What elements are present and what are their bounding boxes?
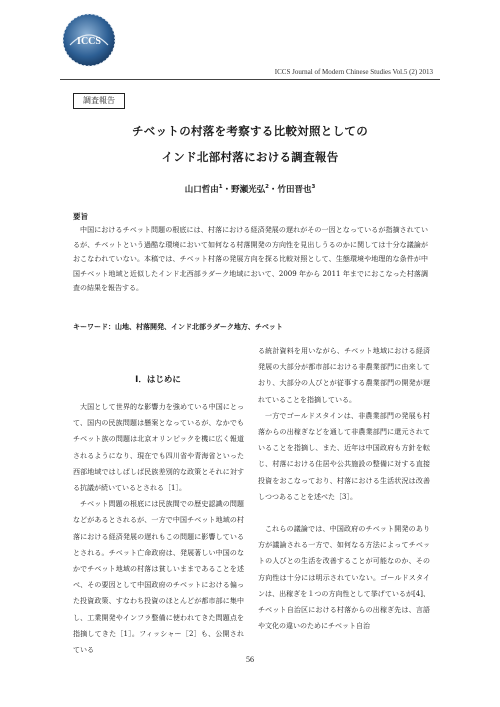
- author-name: 野瀬光弘: [231, 185, 266, 195]
- article-title-line-2: インド北部村落における調査報告: [161, 150, 339, 164]
- author-name: 竹田晋也: [277, 185, 312, 195]
- abstract-text: 中国におけるチベット問題の根底には、村落における経済発展の遅れがその一因となっているが指摘されているが、チベットという過酷な環境において如何なる村落開発の方向性を見出しうるのかに関しては十分な議論がおこなわれていない。本稿では、チベット村落の発展方向を探る比較対照として、生態環境や地理的な条件が中国チベット地域と近似したインド北西部ラダーク地域において、2009 年から 2011 年までにおこなった村落調査の結果を報告する。: [73, 226, 428, 292]
- header-divider: [60, 79, 440, 80]
- article-title-line-1: チベットの村落を考察する比較対照としての: [132, 124, 368, 138]
- journal-logo: [60, 11, 118, 69]
- author-separator: ・: [222, 185, 232, 195]
- author-list: [70, 183, 430, 195]
- abstract-heading: 要旨: [73, 212, 88, 221]
- section-heading: Ⅰ．はじめに: [135, 375, 181, 385]
- body-column-right: [258, 343, 430, 634]
- body-paragraph: これらの議論では、中国政府のチベット開発のあり方が議論される一方で、如何なる方法によってチベットの人びとの生活を改善することが可能なのか、その方向性は十分には明示されていない。ゴールドスタインは、出稼ぎを１つの方向性として挙げているが[4]、チベット自治区における村落からの出稼ぎ先は、言語や文化の違いのためにチベット自治: [258, 525, 430, 631]
- page-number: 56: [246, 655, 254, 664]
- body-paragraph: 大国として世界的な影響力を強めている中国にとって、国内の民族問題は懸案となっているが、なかでもチベット族の問題は北京オリンピックを機に広く報道されるようになり、現在でも四川省や青海省といった西部地域ではしばしば民族差別的な政策とそれに対する抗議が続いているとされる［1］。: [73, 403, 244, 493]
- author-affiliation-mark: 1: [218, 184, 223, 191]
- body-paragraph: 一方でゴールドスタインは、非農業部門の発展も村落からの出稼ぎなどを通して非農業部門に還元されていることを指摘し、また、近年は中国政府も方針を転じ、村落における住居や公共施設の整備に対する直接投資をおこなっており、村落における生活状況は改善しつつあることを述べた［3］。: [258, 411, 430, 501]
- author-affiliation-mark: 3: [311, 184, 316, 191]
- author-affiliation-mark: 2: [265, 184, 269, 191]
- author-name: 山口哲由: [184, 185, 219, 195]
- body-paragraph: チベット問題の根底には民族間での歴史認識の問題などがあるとされるが、一方で中国チベット地域の村落における経済発展の遅れもこの問題に影響しているとされる。チベット亡命政府は、発展著しい中国のなかでチベット地域の村落は貧しいままであることを述べ、その要因として中国政府のチベットにおける偏った投資政策、すなわち投資のほとんどが都市部に集中し、工業開発やインフラ整備に使われてきた問題点を指摘してきた［1］。フィッシャー［2］も、公開されている: [73, 500, 244, 655]
- author-separator: ・: [268, 185, 278, 195]
- article-category-badge: 調査報告: [73, 93, 125, 109]
- keywords-line: キーワード：山地、村落開発、インド北部ラダーク地方、チベット: [73, 323, 283, 331]
- logo-wordmark: ICCS: [77, 36, 101, 47]
- journal-header: ICCS Journal of Modern Chinese Studies Vol.5 (2) 2013: [274, 68, 433, 76]
- body-paragraph: る統計資料を用いながら、チベット地域における経済発展の大部分が都市部における非農業部門に由来しており、大部分の人びとが従事する農業部門の開発が遅れていることを指摘している。: [258, 347, 430, 404]
- body-column-left: [73, 399, 244, 658]
